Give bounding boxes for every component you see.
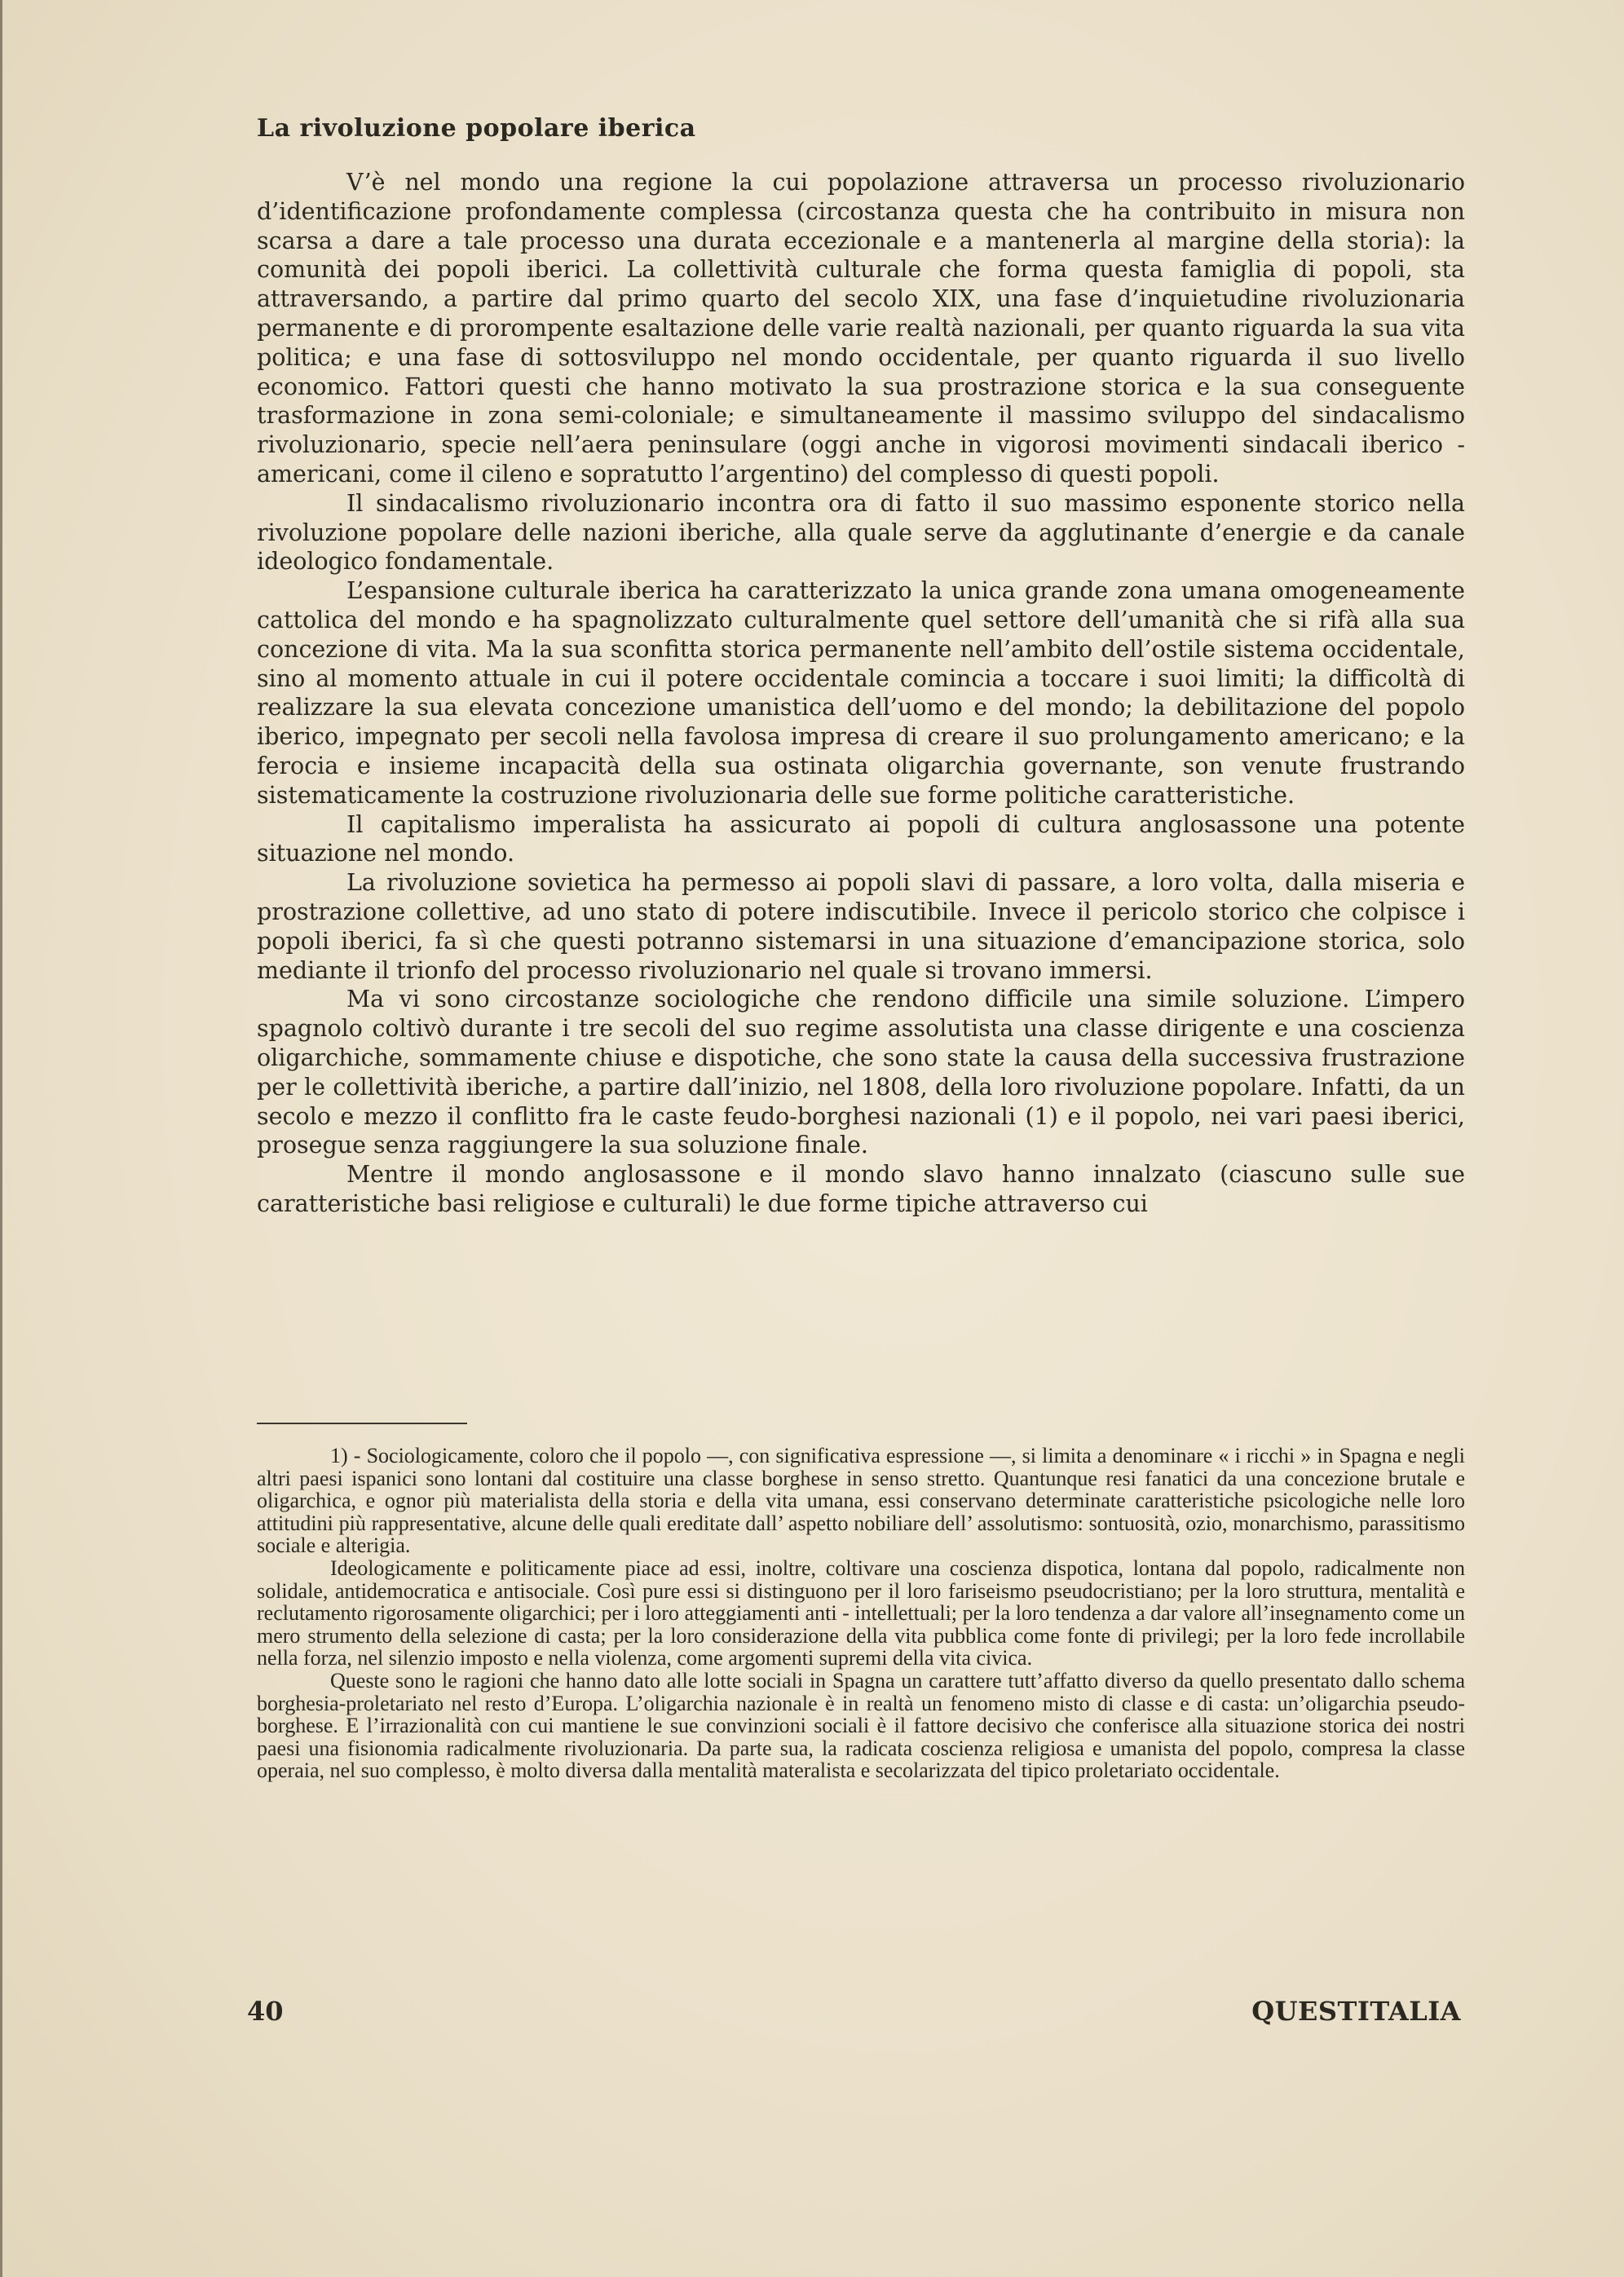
footnote-separator <box>257 1423 467 1424</box>
page-number: 40 <box>247 1996 284 2027</box>
footnotes <box>257 1445 1465 1782</box>
footnote-paragraph: 1) - Sociologicamente, coloro che il popolo —, con significativa espressione —, si limita a denominare « i ricchi » in Spagna e negli altri paesi ispanici sono lontani dal costituire una classe borghese in senso stretto. Quantunque resi fanatici da una concezione brutale e oligarchica, e ognor più materialista della storia e della vita umana, essi conservano determinate caratteristiche psicologiche nelle loro attitudini più rappresentative, alcune delle quali ereditate dall’ aspetto nobiliare dell’ assolutismo: sontuosità, ozio, monarchismo, parassitismo sociale e alterigia. <box>257 1444 1465 1558</box>
article-paragraph: Mentre il mondo anglosassone e il mondo slavo hanno innalzato (ciascuno sulle sue caratteristiche basi religiose e culturali) le due forme tipiche attraverso cui <box>257 1161 1465 1217</box>
journal-name: QUESTITALIA <box>1251 1996 1461 2027</box>
article-paragraph: Ma vi sono circostanze sociologiche che rendono difficile una simile soluzione. L’impero spagnolo coltivò durante i tre secoli del suo regime assolutista una classe dirigente e una coscienza oligarchiche, sommamente chiuse e dispotiche, che sono state la causa della successiva frustrazione per le collettività iberiche, a partire dall’inizio, nel 1808, della loro rivoluzione popolare. Infatti, da un secolo e mezzo il conflitto fra le caste feudo-borghesi nazionali (1) e il popolo, nei vari paesi iberici, prosegue senza raggiungere la sua soluzione finale. <box>257 986 1465 1159</box>
footnote-paragraph: Queste sono le ragioni che hanno dato alle lotte sociali in Spagna un carattere tutt’affatto diverso da quello presentato dallo schema borghesia-proletariato nel resto d’Europa. L’oligarchia nazionale è in realtà un fenomeno misto di classe e di casta: un’oligarchia pseudo-borghese. E l’irrazionalità con cui mantiene le sue convinzioni sociali è il fattore decisivo che conferisce alla situazione storica dei nostri paesi una fisionomia radicalmente rivoluzionaria. Da parte sua, la radicata coscienza religiosa e umanista del popolo, compresa la classe operaia, nel suo complesso, è molto diversa dalla mentalità materalista e secolarizzata del tipico proletariato occidentale. <box>257 1668 1465 1783</box>
article-body <box>257 168 1465 1219</box>
footnote-paragraph: Ideologicamente e politicamente piace ad essi, inoltre, coltivare una coscienza dispotica, lontana dal popolo, radicalmente non solidale, antidemocratica e antisociale. Così pure essi si distinguono per il loro fariseismo pseudocristiano; per la loro struttura, mentalità e reclutamento rigorosamente oligarchici; per i loro atteggiamenti anti - intellettuali; per la loro tendenza a dar valore all’insegnamento come un mero strumento della selezione di casta; per la loro considerazione della vita pubblica come fonte di privilegi; per la loro fede incrollabile nella forza, nel silenzio imposto e nella violenza, come argomenti supremi della vita civica. <box>257 1556 1465 1670</box>
article-title: La rivoluzione popolare iberica <box>257 114 696 143</box>
article-paragraph: L’espansione culturale iberica ha caratterizzato la unica grande zona umana omogeneamente cattolica del mondo e ha spagnolizzato culturalmente quel settore dell’umanità che si rifà alla sua concezione di vita. Ma la sua sconfitta storica permanente nell’ambito dell’ostile sistema occidentale, sino al momento attuale in cui il potere occidentale comincia a toccare i suoi limiti; la difficoltà di realizzare la sua elevata concezione umanistica dell’uomo e del mondo; la debilitazione del popolo iberico, impegnato per secoli nella favolosa impresa di creare il suo prolungamento americano; e la ferocia e insieme incapacità della sua ostinata oligarchia governante, son venute frustrando sistematicamente la costruzione rivoluzionaria delle sue forme politiche caratteristiche. <box>257 577 1465 809</box>
article-column <box>257 104 1465 1219</box>
article-paragraph: V’è nel mondo una regione la cui popolazione attraversa un processo rivoluzionario d’identificazione profondamente complessa (circostanza questa che ha contribuito in misura non scarsa a dare a tale processo una durata eccezionale e a mantenerla al margine della storia): la comunità dei popoli iberici. La collettività culturale che forma questa famiglia di popoli, sta attraversando, a partire dal primo quarto del secolo XIX, una fase d’inquietudine rivoluzionaria permanente e di prorompente esaltazione delle varie realtà nazionali, per quanto riguarda la sua vita politica; e una fase di sottosviluppo nel mondo occidentale, per quanto riguarda il suo livello economico. Fattori questi che hanno motivato la sua prostrazione storica e la sua conseguente trasformazione in zona semi-coloniale; e simultaneamente il massimo sviluppo del sindacalismo rivoluzionario, specie nell’aera peninsulare (oggi anche in vigorosi movimenti sindacali iberico - americani, come il cileno e sopratutto l’argentino) del complesso di questi popoli. <box>257 169 1465 488</box>
article-paragraph: La rivoluzione sovietica ha permesso ai popoli slavi di passare, a loro volta, dalla miseria e prostrazione collettive, ad uno stato di potere indiscutibile. Invece il pericolo storico che colpisce i popoli iberici, fa sì che questi potranno sistemarsi in una situazione d’emancipazione storica, solo mediante il trionfo del processo rivoluzionario nel quale si trovano immersi. <box>257 869 1465 984</box>
article-paragraph: Il capitalismo imperalista ha assicurato ai popoli di cultura anglosassone una potente situazione nel mondo. <box>257 810 1465 867</box>
article-paragraph: Il sindacalismo rivoluzionario incontra ora di fatto il suo massimo esponente storico nella rivoluzione popolare delle nazioni iberiche, alla quale serve da agglutinante d’energie e da canale ideologico fondamentale. <box>257 489 1465 576</box>
